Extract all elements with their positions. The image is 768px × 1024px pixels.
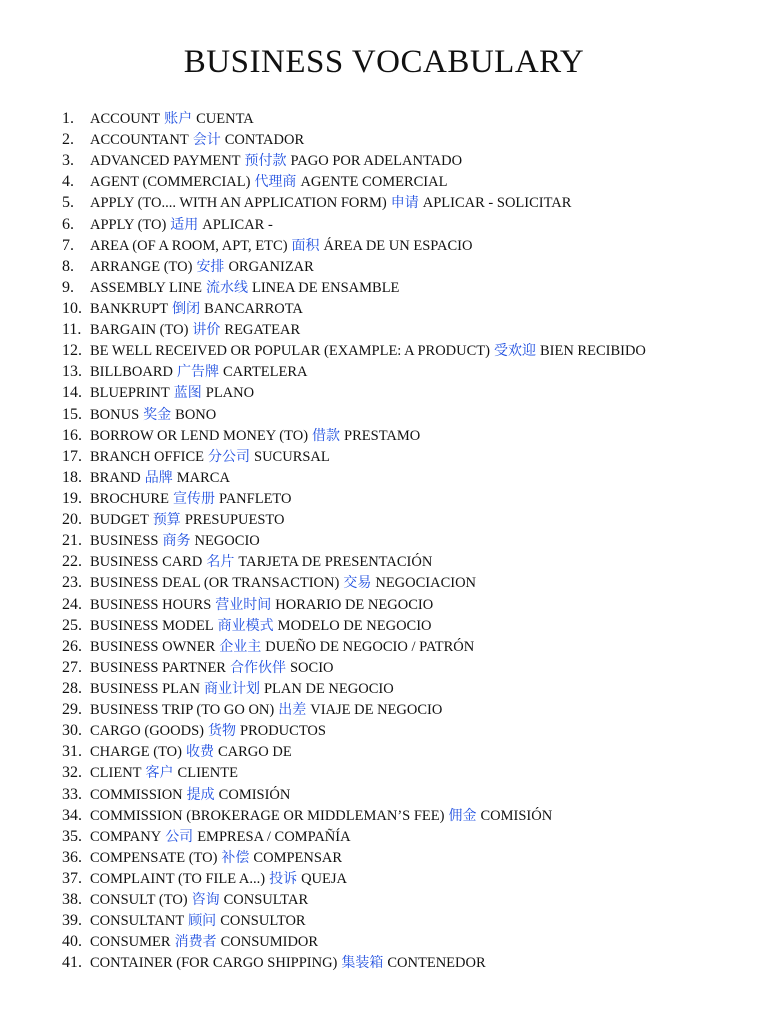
chinese-term: 奖金 — [143, 406, 172, 423]
english-term: BLUEPRINT — [90, 385, 170, 402]
list-item — [62, 298, 752, 319]
english-term: BUSINESS DEAL (OR TRANSACTION) — [90, 575, 340, 592]
list-item — [62, 657, 752, 678]
item-number: 32. — [62, 764, 82, 782]
chinese-term: 咨询 — [191, 892, 220, 909]
chinese-term: 合作伙伴 — [229, 659, 286, 676]
spanish-term: HORARIO DE NEGOCIO — [275, 596, 434, 613]
list-item — [62, 594, 752, 615]
spanish-term: PLANO — [205, 385, 255, 402]
english-term: BORROW OR LEND MONEY (TO) — [90, 427, 309, 444]
spanish-term: CONSULTAR — [223, 892, 309, 909]
chinese-term: 预算 — [152, 512, 181, 529]
english-term: BUSINESS TRIP (TO GO ON) — [90, 702, 275, 719]
item-number: 27. — [62, 658, 82, 676]
list-item — [62, 277, 752, 298]
list-item — [62, 509, 752, 530]
chinese-term: 代理商 — [254, 174, 297, 191]
english-term: COMPANY — [90, 828, 162, 845]
list-item — [62, 678, 752, 699]
item-number: 35. — [62, 827, 82, 845]
spanish-term: PRESUPUESTO — [184, 512, 285, 529]
english-term: ASSEMBLY LINE — [90, 279, 202, 296]
chinese-term: 倒闭 — [172, 300, 201, 317]
english-term: CONSUMER — [90, 934, 171, 951]
chinese-term: 商业计划 — [203, 680, 260, 697]
spanish-term: COMPENSAR — [253, 849, 343, 866]
english-term: BONUS — [90, 406, 140, 423]
list-item — [62, 425, 752, 446]
english-term: BUSINESS — [90, 533, 159, 550]
list-item — [62, 720, 752, 741]
english-term: BE WELL RECEIVED OR POPULAR (EXAMPLE: A PRODUCT) — [90, 343, 490, 360]
list-item — [62, 171, 752, 192]
chinese-term: 账户 — [164, 111, 193, 127]
item-number: 26. — [62, 637, 82, 655]
english-term: BUSINESS PLAN — [90, 680, 200, 697]
item-number: 38. — [62, 891, 82, 909]
english-term: CONTAINER (FOR CARGO SHIPPING) — [90, 955, 338, 972]
spanish-term: ÁREA DE UN ESPACIO — [323, 237, 473, 254]
item-number: 4. — [62, 173, 74, 191]
item-number: 1. — [62, 110, 74, 127]
chinese-term: 企业主 — [219, 638, 262, 655]
item-number: 30. — [62, 722, 82, 740]
item-number: 36. — [62, 848, 82, 866]
spanish-term: AGENTE COMERCIAL — [300, 174, 448, 191]
chinese-term: 公司 — [165, 828, 194, 845]
item-number: 31. — [62, 743, 82, 761]
english-term: CLIENT — [90, 765, 142, 782]
list-item — [62, 404, 752, 425]
list-item — [62, 446, 752, 467]
spanish-term: CARTELERA — [222, 364, 308, 381]
spanish-term: DUEÑO DE NEGOCIO / PATRÓN — [265, 638, 475, 655]
list-item — [62, 762, 752, 783]
spanish-term: VIAJE DE NEGOCIO — [310, 702, 443, 719]
item-number: 19. — [62, 489, 82, 507]
item-number: 24. — [62, 595, 82, 613]
spanish-term: BIEN RECIBIDO — [539, 343, 646, 360]
english-term: BILLBOARD — [90, 364, 173, 381]
english-term: BARGAIN (TO) — [90, 322, 189, 339]
item-number: 20. — [62, 511, 82, 529]
spanish-term: SUCURSAL — [254, 448, 330, 465]
item-number: 15. — [62, 405, 82, 423]
item-number: 8. — [62, 257, 74, 275]
item-number: 18. — [62, 468, 82, 486]
english-term: BUSINESS MODEL — [90, 617, 214, 634]
item-number: 41. — [62, 954, 82, 972]
spanish-term: PAGO POR ADELANTADO — [290, 153, 463, 170]
item-number: 25. — [62, 616, 82, 634]
item-number: 39. — [62, 912, 82, 930]
list-item — [62, 699, 752, 720]
item-number: 17. — [62, 447, 82, 465]
chinese-term: 会计 — [192, 132, 221, 149]
chinese-term: 集装箱 — [341, 955, 384, 972]
chinese-term: 提成 — [186, 786, 215, 803]
chinese-term: 投诉 — [269, 870, 298, 887]
english-term: ACCOUNTANT — [90, 132, 189, 149]
list-item — [62, 615, 752, 636]
chinese-term: 借款 — [312, 427, 341, 444]
chinese-term: 申请 — [390, 195, 419, 212]
english-term: AGENT (COMMERCIAL) — [90, 174, 251, 191]
item-number: 16. — [62, 426, 82, 444]
chinese-term: 商务 — [162, 533, 191, 550]
list-item — [62, 467, 752, 488]
english-term: COMPLAINT (TO FILE A...) — [90, 870, 266, 887]
chinese-term: 顾问 — [188, 913, 217, 930]
spanish-term: EMPRESA / COMPAÑÍA — [197, 828, 351, 845]
english-term: CARGO (GOODS) — [90, 723, 204, 740]
spanish-term: PLAN DE NEGOCIO — [263, 680, 394, 697]
chinese-term: 宣传册 — [172, 490, 215, 507]
chinese-term: 广告牌 — [176, 364, 219, 381]
spanish-term: SOCIO — [289, 659, 334, 676]
item-number: 10. — [62, 299, 82, 317]
item-number: 14. — [62, 384, 82, 402]
chinese-term: 讲价 — [192, 322, 221, 339]
spanish-term: TARJETA DE PRESENTACIÓN — [238, 554, 433, 571]
list-item — [62, 192, 752, 213]
english-term: BANKRUPT — [90, 300, 169, 317]
item-number: 13. — [62, 363, 82, 381]
spanish-term: CONTENEDOR — [387, 955, 486, 972]
list-item — [62, 256, 752, 277]
item-number: 9. — [62, 278, 74, 296]
english-term: COMPENSATE (TO) — [90, 849, 218, 866]
list-item — [62, 488, 752, 509]
list-item — [62, 150, 752, 171]
english-term: BRANCH OFFICE — [90, 448, 205, 465]
spanish-term: CONSUMIDOR — [220, 934, 319, 951]
spanish-term: LINEA DE ENSAMBLE — [252, 279, 400, 296]
list-item — [62, 636, 752, 657]
chinese-term: 预付款 — [244, 153, 287, 170]
chinese-term: 货物 — [208, 723, 236, 740]
chinese-term: 安排 — [196, 258, 225, 275]
list-item — [62, 530, 752, 551]
spanish-term: PRESTAMO — [344, 427, 421, 444]
list-item — [62, 952, 752, 973]
item-number: 3. — [62, 152, 74, 170]
spanish-term: APLICAR - — [202, 216, 273, 233]
item-number: 29. — [62, 701, 82, 719]
chinese-term: 客户 — [145, 765, 174, 782]
english-term: BUSINESS CARD — [90, 554, 203, 571]
spanish-term: CUENTA — [196, 111, 254, 127]
spanish-term: BANCARROTA — [204, 300, 303, 317]
chinese-term: 商业模式 — [217, 617, 274, 634]
list-item — [62, 805, 752, 826]
english-term: BUSINESS HOURS — [90, 596, 212, 613]
chinese-term: 流水线 — [206, 279, 248, 296]
english-term: AREA (OF A ROOM, APT, ETC) — [90, 237, 288, 254]
english-term: CONSULTANT — [90, 913, 185, 930]
item-number: 2. — [62, 131, 74, 149]
spanish-term: PANFLETO — [218, 490, 292, 507]
list-item — [62, 889, 752, 910]
item-number: 21. — [62, 532, 82, 550]
item-number: 6. — [62, 215, 74, 233]
english-term: ACCOUNT — [90, 111, 161, 127]
spanish-term: PRODUCTOS — [240, 723, 326, 740]
english-term: BUSINESS OWNER — [90, 638, 216, 655]
chinese-term: 佣金 — [448, 807, 477, 824]
spanish-term: NEGOCIO — [194, 533, 260, 550]
english-term: COMMISSION — [90, 786, 183, 803]
chinese-term: 品牌 — [144, 469, 173, 486]
spanish-term: BONO — [175, 406, 217, 423]
list-item — [62, 741, 752, 762]
english-term: BRAND — [90, 469, 141, 486]
item-number: 22. — [62, 553, 82, 571]
list-item — [62, 868, 752, 889]
spanish-term: MARCA — [176, 469, 230, 486]
list-item — [62, 910, 752, 931]
item-number: 23. — [62, 574, 82, 592]
spanish-term: CLIENTE — [177, 765, 238, 782]
item-number: 12. — [62, 342, 82, 360]
list-item — [62, 382, 752, 403]
chinese-term: 补偿 — [221, 849, 250, 866]
spanish-term: APLICAR - SOLICITAR — [422, 195, 572, 212]
chinese-term: 交易 — [343, 575, 372, 592]
item-number: 5. — [62, 194, 74, 212]
english-term: CHARGE (TO) — [90, 744, 182, 761]
chinese-term: 适用 — [170, 216, 199, 233]
list-item — [62, 784, 752, 805]
english-term: ADVANCED PAYMENT — [90, 153, 241, 170]
item-number: 7. — [62, 236, 74, 254]
list-item — [62, 931, 752, 952]
chinese-term: 分公司 — [208, 448, 251, 465]
english-term: COMMISSION (BROKERAGE OR MIDDLEMAN’S FEE) — [90, 807, 445, 824]
item-number: 28. — [62, 679, 82, 697]
spanish-term: QUEJA — [301, 870, 347, 887]
chinese-term: 受欢迎 — [493, 343, 536, 360]
chinese-term: 面积 — [291, 237, 320, 254]
list-item — [62, 319, 752, 340]
spanish-term: CONSULTOR — [220, 913, 306, 930]
vocabulary-list — [62, 108, 752, 973]
list-item — [62, 340, 752, 361]
chinese-term: 营业时间 — [215, 596, 272, 613]
english-term: APPLY (TO.... WITH AN APPLICATION FORM) — [90, 195, 387, 212]
item-number: 33. — [62, 785, 82, 803]
spanish-term: COMISIÓN — [218, 786, 291, 803]
list-item — [62, 361, 752, 382]
list-item — [62, 129, 752, 150]
spanish-term: COMISIÓN — [480, 807, 553, 824]
list-item — [62, 826, 752, 847]
list-item — [62, 235, 752, 256]
spanish-term: REGATEAR — [224, 322, 301, 339]
item-number: 37. — [62, 869, 82, 887]
chinese-term: 出差 — [278, 702, 307, 719]
list-item — [62, 847, 752, 868]
spanish-term: CARGO DE — [217, 744, 292, 761]
spanish-term: ORGANIZAR — [228, 258, 314, 275]
page-title: BUSINESS VOCABULARY — [183, 44, 585, 80]
item-number: 11. — [62, 321, 82, 339]
english-term: CONSULT (TO) — [90, 892, 188, 909]
list-item — [62, 108, 752, 129]
english-term: APPLY (TO) — [90, 216, 167, 233]
list-item — [62, 572, 752, 593]
spanish-term: CONTADOR — [224, 132, 305, 149]
english-term: BROCHURE — [90, 490, 169, 507]
spanish-term: MODELO DE NEGOCIO — [277, 617, 432, 634]
item-number: 34. — [62, 806, 82, 824]
list-item — [62, 551, 752, 572]
english-term: ARRANGE (TO) — [90, 258, 193, 275]
chinese-term: 收费 — [185, 744, 214, 761]
item-number: 40. — [62, 933, 82, 951]
english-term: BUSINESS PARTNER — [90, 659, 226, 676]
list-item — [62, 214, 752, 235]
chinese-term: 名片 — [206, 554, 235, 571]
english-term: BUDGET — [90, 512, 149, 529]
chinese-term: 消费者 — [174, 934, 217, 951]
chinese-term: 蓝图 — [173, 385, 202, 402]
spanish-term: NEGOCIACION — [375, 575, 477, 592]
